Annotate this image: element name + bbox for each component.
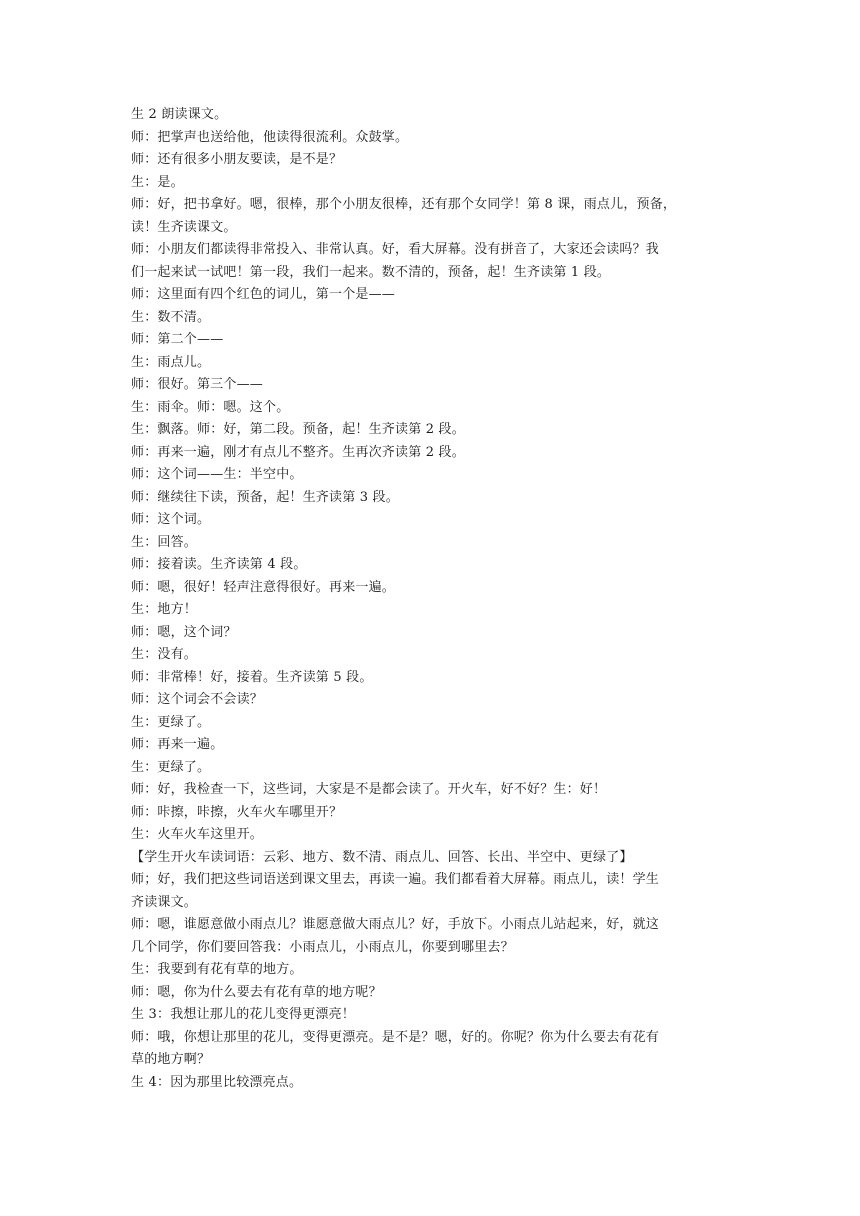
text-line: 师：嗯，这个词？	[131, 624, 237, 640]
text-line: 生：飘落。师：好，第二段。预备，起！生齐读第 2 段。	[131, 422, 465, 437]
text-line: 师：这个词会不会读？	[131, 692, 264, 707]
text-line: 师：继续往下读，预备，起！生齐读第 3 段。	[131, 489, 399, 505]
text-line: 生：更绿了。	[131, 714, 211, 730]
text-line: 生：更绿了。	[131, 759, 211, 775]
text-line: 师：接着读。生齐读第 4 段。	[131, 557, 307, 572]
text-line: 师：好，我检查一下，这些词，大家是不是都会读了。开火车，好不好？生：好！	[131, 782, 607, 797]
text-line: 师：小朋友们都读得非常投入、非常认真。好，看大屏幕。没有拼音了，大家还会读吗？我	[131, 242, 660, 257]
text-line: 师；好，我们把这些词语送到课文里去，再读一遍。我们都看着大屏幕。雨点儿，读！学生	[131, 872, 660, 887]
text-line: 师：这里面有四个红色的词儿，第一个是——	[131, 287, 396, 302]
text-line: 师：非常棒！好，接着。生齐读第 5 段。	[131, 669, 373, 685]
text-line: 生：没有。	[131, 647, 198, 662]
text-line: 师：哦，你想让那里的花儿，变得更漂亮。是不是？嗯，好的。你呢？你为什么要去有花有	[131, 1029, 660, 1045]
text-line: 生：火车火车这里开。	[131, 827, 264, 842]
text-line: 生：雨点儿。	[131, 354, 211, 370]
text-line: 生：我要到有花有草的地方。	[131, 962, 303, 977]
text-line: 师：还有很多小朋友要读，是不是？	[131, 152, 343, 167]
text-line: 师：好，把书拿好。嗯，很棒，那个小朋友很棒，还有那个女同学！第 8 课，雨点儿，预备，	[131, 197, 677, 212]
text-line: 草的地方啊？	[131, 1052, 211, 1067]
text-line: 们一起来试一试吧！第一段，我们一起来。数不清的，预备，起！生齐读第 1 段。	[131, 264, 611, 280]
text-line: 师：嗯，你为什么要去有花有草的地方呢？	[131, 984, 382, 1000]
text-line: 师：这个词——生：半空中。	[131, 467, 303, 482]
text-line: 生：回答。	[131, 534, 198, 550]
text-line: 师：咔擦，咔擦，火车火车哪里开？	[131, 804, 343, 820]
text-line: 师：再来一遍。	[131, 737, 224, 752]
text-line: 师：这个词。	[131, 512, 211, 527]
text-line: 师：很好。第三个——	[131, 377, 264, 392]
text-line: 师：再来一遍，刚才有点儿不整齐。生再次齐读第 2 段。	[131, 444, 465, 460]
text-line: 几个同学，你们要回答我：小雨点儿，小雨点儿，你要到哪里去？	[131, 939, 514, 955]
text-line: 师：第二个——	[131, 332, 224, 347]
text-line: 生 4：因为那里比较漂亮点。	[131, 1074, 303, 1090]
text-line: 师：嗯，谁愿意做小雨点儿？谁愿意做大雨点儿？好，手放下。小雨点儿站起来，好，就这	[131, 917, 660, 932]
text-line: 生：雨伞。师：嗯。这个。	[131, 399, 290, 415]
text-line: 齐读课文。	[131, 894, 198, 910]
text-line: 师：嗯，很好！轻声注意得很好。再来一遍。	[131, 579, 396, 595]
text-line: 生 2 朗读课文。	[131, 107, 228, 122]
text-line: 生：数不清。	[131, 309, 211, 325]
text-line: 读！生齐读课文。	[131, 219, 237, 235]
text-line: 生 3：我想让那儿的花儿变得更漂亮！	[131, 1007, 356, 1022]
text-line: 【学生开火车读词语：云彩、地方、数不清、雨点儿、回答、长出、半空中、更绿了】	[131, 849, 633, 865]
document-page	[131, 104, 731, 1094]
text-line: 师：把掌声也送给他，他读得很流利。众鼓掌。	[131, 129, 409, 145]
text-line: 生：地方！	[131, 602, 198, 617]
text-line: 生：是。	[131, 174, 184, 190]
